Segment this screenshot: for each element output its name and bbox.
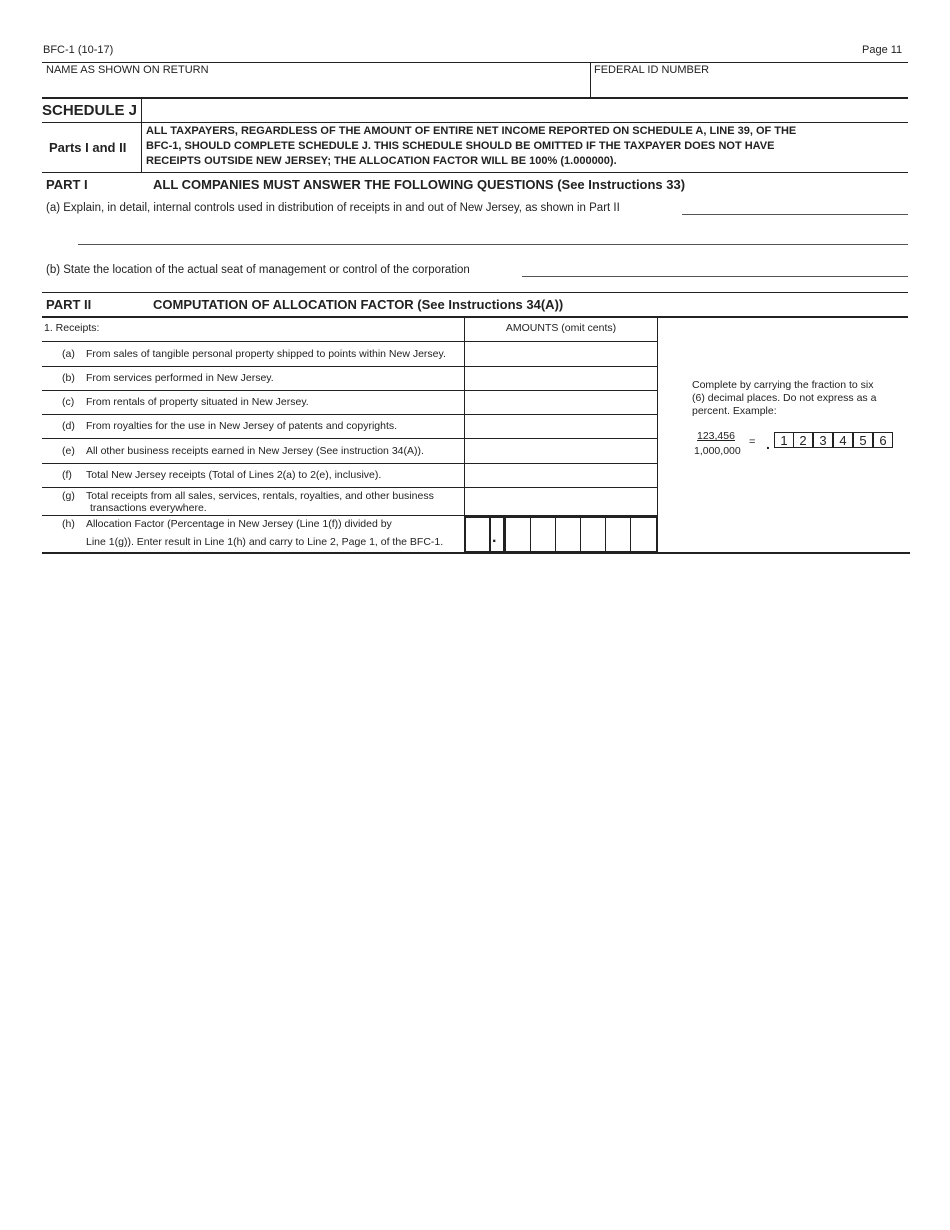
- divider: [42, 122, 908, 123]
- row-a-letter: (a): [62, 348, 75, 360]
- answer-b-line[interactable]: [522, 276, 908, 277]
- question-b: (b) State the location of the actual seat of management or control of the corporation: [46, 264, 470, 276]
- row-e-label: All other business receipts earned in New Jersey (See instruction 34(A)).: [86, 445, 424, 457]
- example-digit: 2: [793, 432, 813, 448]
- part1-title: ALL COMPANIES MUST ANSWER THE FOLLOWING QUESTIONS (See Instructions 33): [153, 177, 686, 192]
- fein-label: FEDERAL ID NUMBER: [594, 64, 710, 76]
- divider: [42, 316, 908, 318]
- row-c-amount-input[interactable]: [466, 392, 656, 413]
- schedule-notice: ALL TAXPAYERS, REGARDLESS OF THE AMOUNT OF ENTIRE NET INCOME REPORTED ON SCHEDULE A, LINE 39, OF THE BFC-1, SHOULD COMPLETE SCHEDULE J. THIS SCHEDULE SHOULD BE OMITTED IF THE TAXPAYER DOES NOT HAVE RECEIPTS OUTSIDE NEW JERSEY; THE ALLOCATION FACTOR WILL BE 100% (1.000000).: [146, 125, 797, 167]
- allocation-digit-2-input[interactable]: [532, 518, 554, 551]
- allocation-digit-5-input[interactable]: [607, 518, 629, 551]
- instruction-note: Complete by carrying the fraction to six (6) decimal places. Do not express as a percent. Example:: [692, 379, 877, 417]
- row-d-letter: (d): [62, 420, 75, 432]
- row-e-letter: (e): [62, 445, 75, 457]
- name-input[interactable]: [42, 76, 588, 96]
- row-b-label: From services performed in New Jersey.: [86, 372, 274, 384]
- allocation-digit-1-input[interactable]: [507, 518, 529, 551]
- row-d-label: From royalties for the use in New Jersey of patents and copyrights.: [86, 420, 398, 432]
- divider: [489, 516, 491, 553]
- allocation-digit-6-input[interactable]: [632, 518, 655, 551]
- divider: [42, 552, 910, 554]
- row-d-amount-input[interactable]: [466, 416, 656, 437]
- row-g-amount-input[interactable]: [466, 489, 656, 514]
- divider: [630, 516, 631, 553]
- divider: [42, 366, 658, 367]
- divider: [42, 97, 908, 99]
- example-digit: 1: [774, 432, 794, 448]
- divider: [555, 516, 556, 553]
- part1-label: PART I: [46, 177, 88, 192]
- divider: [42, 414, 658, 415]
- divider: [503, 516, 506, 553]
- row-g-label: Total receipts from all sales, services, rentals, royalties, and other business transactions everywhere.: [86, 490, 434, 514]
- parts-label: Parts I and II: [49, 140, 127, 155]
- row-c-label: From rentals of property situated in New Jersey.: [86, 396, 309, 408]
- answer-a-line-1[interactable]: [682, 214, 908, 215]
- row-b-amount-input[interactable]: [466, 368, 656, 389]
- divider: [605, 516, 606, 553]
- divider: [42, 292, 908, 293]
- example-digit: 5: [853, 432, 873, 448]
- row-f-amount-input[interactable]: [466, 465, 656, 486]
- divider: [42, 341, 658, 342]
- divider: [141, 99, 142, 173]
- row-a-label: From sales of tangible personal property shipped to points within New Jersey.: [86, 348, 446, 360]
- part2-title: COMPUTATION OF ALLOCATION FACTOR (See Instructions 34(A)): [153, 297, 564, 312]
- row-b-letter: (b): [62, 372, 75, 384]
- divider: [530, 516, 531, 553]
- example-denominator: 1,000,000: [694, 445, 741, 457]
- receipts-label: 1. Receipts:: [44, 322, 100, 334]
- example-digit: 3: [813, 432, 833, 448]
- answer-a-line-2[interactable]: [78, 244, 908, 245]
- amounts-header: AMOUNTS (omit cents): [505, 322, 617, 334]
- example-numerator: 123,456: [697, 430, 735, 442]
- divider: [590, 62, 591, 98]
- example-point: .: [766, 436, 770, 452]
- question-a: (a) Explain, in detail, internal controls used in distribution of receipts in and out of New Jersey, as shown in Part II: [46, 202, 620, 214]
- page-number: Page 11: [862, 44, 903, 56]
- allocation-integer-input[interactable]: [466, 518, 488, 551]
- decimal-point: .: [492, 529, 497, 546]
- divider: [42, 463, 658, 464]
- divider: [42, 438, 658, 439]
- row-f-label: Total New Jersey receipts (Total of Lines 2(a) to 2(e), inclusive).: [86, 469, 382, 481]
- divider: [42, 390, 658, 391]
- name-label: NAME AS SHOWN ON RETURN: [46, 64, 209, 76]
- allocation-digit-4-input[interactable]: [582, 518, 604, 551]
- divider: [42, 62, 908, 63]
- row-h-label: Allocation Factor (Percentage in New Jersey (Line 1(f)) divided by Line 1(g)). Enter result in Line 1(h) and carry to Line 2, Page 1, of the BFC-1.: [86, 518, 444, 548]
- row-f-letter: (f): [62, 469, 72, 481]
- divider: [580, 516, 581, 553]
- part2-label: PART II: [46, 297, 92, 312]
- row-h-letter: (h): [62, 518, 75, 530]
- fein-input[interactable]: [592, 76, 906, 96]
- allocation-digit-3-input[interactable]: [557, 518, 579, 551]
- form-id: BFC-1 (10-17): [43, 44, 114, 56]
- example-equals: =: [749, 436, 756, 448]
- divider: [42, 172, 908, 173]
- schedule-title: SCHEDULE J: [42, 102, 138, 119]
- row-c-letter: (c): [62, 396, 75, 408]
- row-a-amount-input[interactable]: [466, 343, 656, 365]
- example-digit: 4: [833, 432, 853, 448]
- divider: [42, 487, 658, 488]
- row-g-letter: (g): [62, 490, 75, 502]
- example-digit: 6: [873, 432, 893, 448]
- row-e-amount-input[interactable]: [466, 440, 656, 462]
